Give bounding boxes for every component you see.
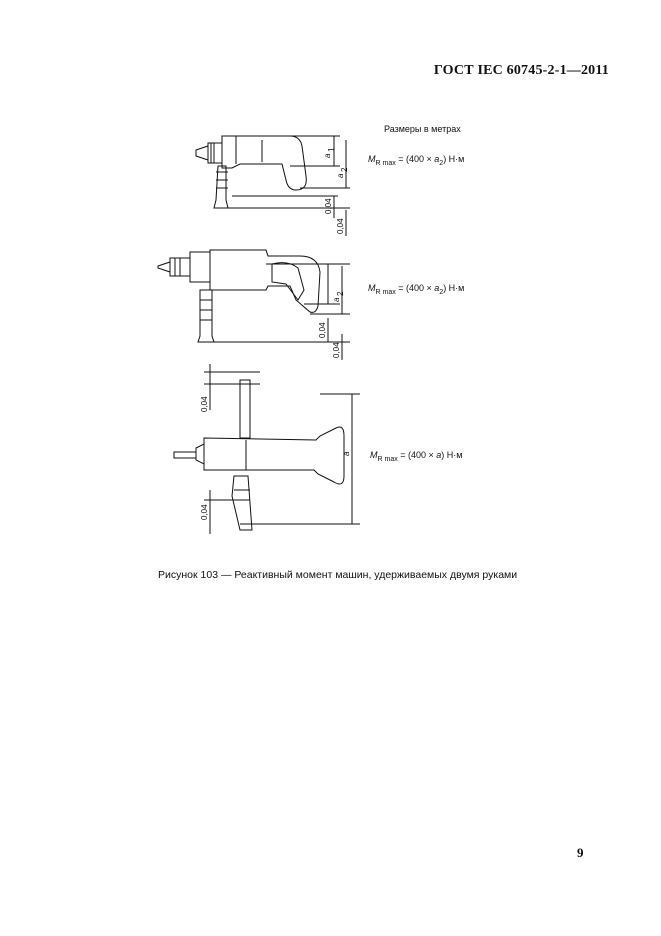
formula-drill-1: $M_{R max} = (400 \times a_2)$ Н·м bbox=[368, 154, 465, 167]
dim-a1-drill1: a bbox=[323, 153, 332, 158]
formula-drill-2: $M_{R max} = (400 \times a_2)$ Н·м bbox=[368, 283, 465, 296]
dim-004-drill3-bottom: 0,04 bbox=[200, 504, 209, 520]
figure-caption: Рисунок 103 — Реактивный момент машин, удерживаемых двумя руками bbox=[158, 569, 518, 581]
dim-a1-sub-drill1: 1 bbox=[327, 147, 336, 152]
page-number: 9 bbox=[577, 845, 584, 860]
standard-header: ГОСТ IEC 60745-2-1—2011 bbox=[433, 63, 609, 78]
units-note: Размеры в метрах bbox=[384, 124, 461, 134]
dim-004-drill1-a: 0,04 bbox=[324, 198, 333, 214]
drill-2-illustration bbox=[158, 250, 350, 360]
dim-a2-sub-drill1: 2 bbox=[340, 167, 349, 172]
dim-a2-sub-drill2: 2 bbox=[336, 291, 345, 296]
dim-a2-drill1: a bbox=[336, 173, 345, 178]
dim-a2-drill2: a bbox=[332, 297, 341, 302]
dim-004-drill2-a: 0,04 bbox=[318, 322, 327, 338]
dim-004-drill3-top: 0,04 bbox=[200, 396, 209, 412]
dim-004-drill1-b: 0,04 bbox=[336, 218, 345, 234]
formula-drill-3: $M_{R max} = (400 \times a)$ Н·м bbox=[370, 450, 463, 463]
dim-004-drill2-b: 0,04 bbox=[332, 342, 341, 358]
dim-a-drill3: a bbox=[342, 451, 351, 456]
